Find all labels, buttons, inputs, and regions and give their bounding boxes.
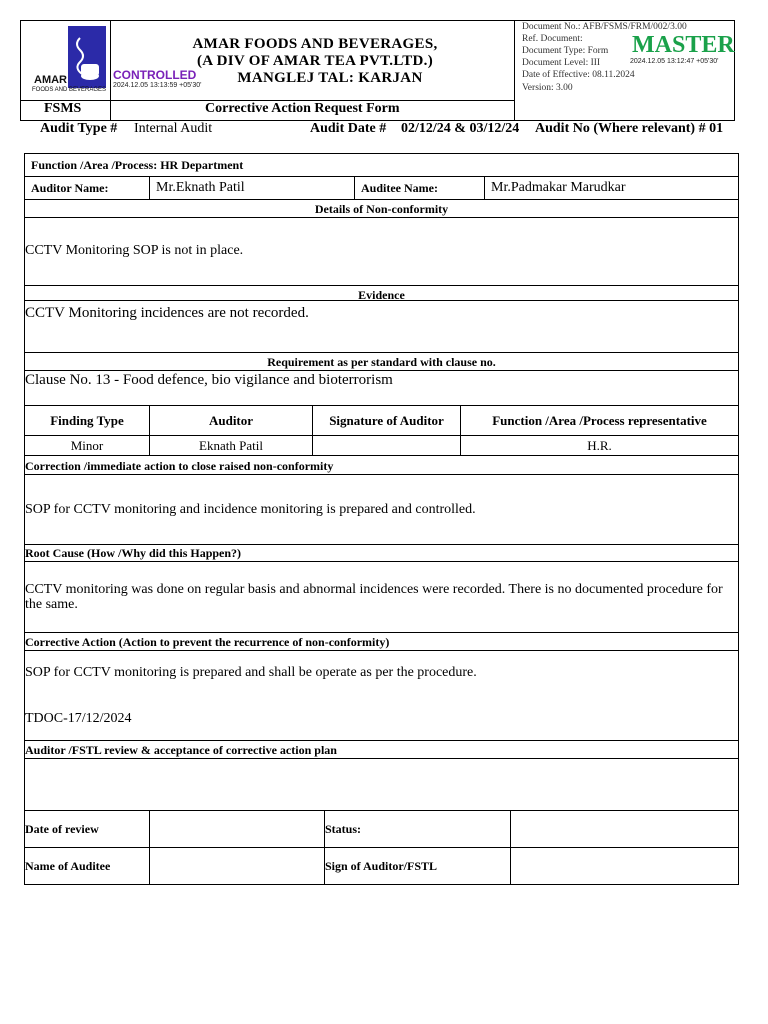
logo-subtext: FOODS AND BEVERAGES [32, 87, 107, 93]
master-timestamp: 2024.12.05 13:12:47 +05'30' [630, 58, 719, 65]
audit-type-label: Audit Type # [40, 121, 118, 136]
auditor-name-label-cell [24, 176, 150, 200]
root-cause-heading: Root Cause (How /Why did this Happen?) [25, 546, 242, 560]
audit-date-label: Audit Date # [310, 121, 387, 136]
nc-heading: Details of Non-conformity [314, 202, 449, 216]
date-of-effective: Date of Effective: 08.11.2024 [522, 70, 635, 80]
signature-header: Signature of Auditor [329, 413, 444, 428]
function-row [24, 153, 739, 177]
root-cause-text-cell[interactable] [24, 561, 739, 633]
company-name-line3: MANGLEJ TAL: KARJAN [237, 70, 423, 86]
auditor-value-cell[interactable] [149, 435, 313, 456]
representative-header: Function /Area /Process representative [492, 413, 707, 428]
auditor-name-label: Auditor Name: [31, 181, 109, 195]
document-level: Document Level: III [522, 58, 601, 68]
signature-header-cell [312, 405, 461, 436]
header-divider [514, 20, 515, 121]
correction-heading: Correction /immediate action to close raised non-conformity [25, 459, 334, 473]
tdoc-text: TDOC-17/12/2024 [25, 711, 132, 726]
corrective-heading-row [24, 632, 739, 651]
auditee-name-value-cell[interactable] [484, 176, 739, 200]
root-cause-text: CCTV monitoring was done on regular basis and abnormal incidences were recorded. There is no documented procedure for the same. [25, 582, 723, 612]
auditor-value: Eknath Patil [199, 438, 263, 453]
corrective-text-cell[interactable] [24, 650, 739, 741]
status-label: Status: [325, 822, 362, 836]
date-of-review-label-cell [24, 810, 150, 848]
evidence-heading-row [24, 285, 739, 301]
representative-value: H.R. [587, 438, 612, 453]
representative-header-cell [460, 405, 739, 436]
auditor-name-value-cell[interactable] [149, 176, 355, 200]
nc-heading-row [24, 199, 739, 218]
controlled-stamp: CONTROLLED [113, 68, 197, 82]
name-of-auditee-value-cell[interactable] [149, 847, 325, 885]
correction-text: SOP for CCTV monitoring and incidence monitoring is prepared and controlled. [25, 502, 476, 517]
status-label-cell [324, 810, 511, 848]
audit-date-value: 02/12/24 & 03/12/24 [401, 121, 520, 136]
reference-document: Ref. Document: [522, 34, 583, 44]
company-name-line2: (A DIV OF AMAR TEA PVT.LTD.) [196, 53, 434, 69]
sign-label: Sign of Auditor/FSTL [325, 859, 438, 873]
root-cause-heading-row [24, 544, 739, 562]
auditee-name-value: Mr.Padmakar Marudkar [491, 180, 626, 195]
company-name-line1: AMAR FOODS AND BEVERAGES, [192, 36, 438, 52]
review-heading-row [24, 740, 739, 759]
document-number: Document No.: AFB/FSMS/FRM/002/3.00 [522, 22, 687, 32]
finding-type-header: Finding Type [50, 413, 124, 428]
function-label: Function /Area /Process: HR Department [31, 158, 244, 172]
review-heading: Auditor /FSTL review & acceptance of corrective action plan [25, 743, 337, 757]
sign-value-cell[interactable] [510, 847, 739, 885]
date-of-review-value-cell[interactable] [149, 810, 325, 848]
requirement-heading: Requirement as per standard with clause no. [267, 355, 496, 369]
nc-text-cell[interactable] [24, 217, 739, 286]
finding-type-header-cell [24, 405, 150, 436]
auditor-header-cell [149, 405, 313, 436]
auditor-name-value: Mr.Eknath Patil [156, 180, 245, 195]
evidence-text-cell[interactable] [24, 300, 739, 353]
name-of-auditee-label-cell [24, 847, 150, 885]
correction-text-cell[interactable] [24, 474, 739, 545]
document-type: Document Type: Form [522, 46, 609, 56]
auditor-header: Auditor [208, 413, 254, 428]
review-text-cell[interactable] [24, 758, 739, 811]
requirement-text: Clause No. 13 - Food defence, bio vigilance and bioterrorism [25, 372, 393, 388]
evidence-heading: Evidence [358, 288, 405, 302]
date-of-review-label: Date of review [25, 822, 99, 836]
name-of-auditee-label: Name of Auditee [25, 859, 111, 873]
controlled-timestamp: 2024.12.05 13:13:59 +05'30' [113, 82, 202, 89]
corrective-heading: Corrective Action (Action to prevent the recurrence of non-conformity) [25, 635, 390, 649]
master-stamp: MASTER [632, 32, 735, 58]
sign-label-cell [324, 847, 511, 885]
representative-value-cell[interactable] [460, 435, 739, 456]
audit-number-label: Audit No (Where relevant) # 01 [535, 121, 724, 136]
auditee-name-label-cell [354, 176, 485, 200]
logo-text: AMAR [34, 74, 67, 86]
nc-text: CCTV Monitoring SOP is not in place. [25, 243, 244, 258]
corrective-text: SOP for CCTV monitoring is prepared and shall be operate as per the procedure. [25, 665, 477, 680]
finding-type-value-cell[interactable] [24, 435, 150, 456]
evidence-text: CCTV Monitoring incidences are not recorded. [25, 305, 309, 321]
requirement-text-cell[interactable] [24, 370, 739, 406]
status-value-cell[interactable] [510, 810, 739, 848]
finding-type-value: Minor [70, 438, 104, 453]
signature-value-cell[interactable] [312, 435, 461, 456]
requirement-heading-row [24, 352, 739, 371]
header-divider [110, 20, 111, 121]
auditee-name-label: Auditee Name: [361, 181, 438, 195]
correction-heading-row [24, 455, 739, 475]
form-title: Corrective Action Request Form [205, 101, 400, 116]
audit-type-value: Internal Audit [134, 121, 213, 136]
document-version: Version: 3.00 [522, 83, 573, 93]
fsms-label: FSMS [44, 101, 82, 116]
